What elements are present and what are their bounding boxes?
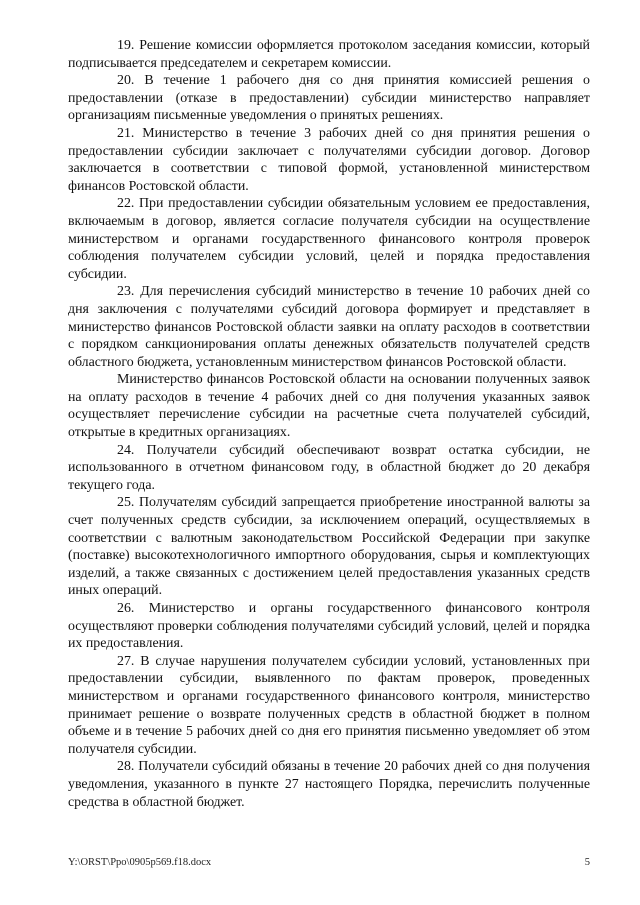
paragraph-23: 23. Для перечисления субсидий министерство в течение 10 рабочих дней со дня заключения с получателями субсидий договора формирует и представляет в министерство финансов Ростовской области заявки на оплату расходов в соответствии с порядком санкционирования оплаты денежных обязательств получателей средств областного бюджета, установленным министерством финансов Ростовской области. (68, 284, 590, 370)
paragraph-27: 27. В случае нарушения получателем субсидии условий, установленных при предоставлении субсидии, выявленного по фактам проверок, проведенных министерством и органами государственного финансового контроля, министерство принимает решение о возврате полученных средств в областной бюджет в полном объеме и в течение 5 рабочих дней со дня его принятия письменно уведомляет об этом получателя субсидии. (68, 653, 590, 757)
paragraph-20: 20. В течение 1 рабочего дня со дня принятия комиссией решения о предоставлении (отказе в предоставлении) субсидии министерство направляет организациям письменные уведомления о принятых решениях. (68, 73, 590, 124)
paragraph-24: 24. Получатели субсидий обеспечивают возврат остатка субсидии, не использованного в отчетном финансовом году, в областной бюджет до 20 декабря текущего года. (68, 442, 590, 493)
paragraph-21: 21. Министерство в течение 3 рабочих дней со дня принятия решения о предоставлении субсидии заключает с получателями субсидии договор. Договор заключается в соответствии с типовой формой, установленной министерством финансов Ростовской области. (68, 125, 590, 194)
footer-page-number: 5 (584, 857, 590, 868)
paragraph-22: 22. При предоставлении субсидии обязательным условием ее предоставления, включаемым в договор, является согласие получателя субсидии на осуществление министерством и органами государственного финансового контроля проверок соблюдения получателем субсидии условий, целей и порядка предоставления субсидии. (68, 196, 590, 282)
footer-file-path: Y:\ORST\Ppo\0905p569.f18.docx (68, 857, 212, 868)
paragraph-28: 28. Получатели субсидий обязаны в течение 20 рабочих дней со дня получения уведомления, указанного в пункте 27 настоящего Порядка, перечислить полученные средства в областной бюджет. (68, 759, 590, 810)
paragraph-23-continued: Министерство финансов Ростовской области на основании полученных заявок на оплату расходов в течение 4 рабочих дней со дня получения указанных заявок осуществляет перечисление субсидии на расчетные счета получателей субсидий, открытые в кредитных организациях. (68, 372, 590, 441)
document-body (68, 37, 590, 811)
paragraph-26: 26. Министерство и органы государственного финансового контроля осуществляют проверки соблюдения получателями субсидий условий, целей и порядка их предоставления. (68, 601, 590, 652)
paragraph-25: 25. Получателям субсидий запрещается приобретение иностранной валюты за счет полученных средств субсидии, за исключением операций, осуществляемых в соответствии с валютным законодательством Российской Федерации при закупке (поставке) высокотехнологичного импортного оборудования, сырья и комплектующих изделий, а также связанных с достижением целей предоставления указанных средств иных операций. (68, 495, 590, 599)
paragraph-19: 19. Решение комиссии оформляется протоколом заседания комиссии, который подписывается председателем и секретарем комиссии. (68, 38, 590, 71)
